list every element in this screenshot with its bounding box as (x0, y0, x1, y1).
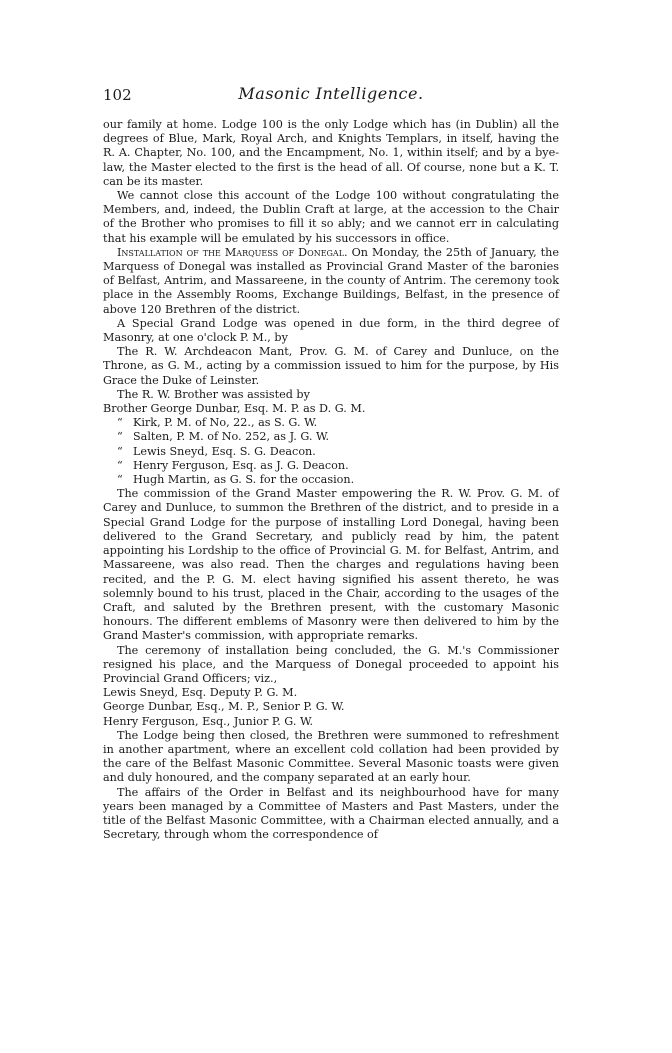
paragraph-text: On Monday, the 25th of January, the Marquess of Donegal was installed as Provincial Grand Master of the baronies of Belfast, Antrim, and Massareene, in the county of Antrim. The ceremony took place in the Assembly Rooms, Exchange Buildings, Belfast, in the presence of above 120 Brethren of the district. (103, 245, 559, 316)
ditto-mark: “ (117, 416, 123, 430)
list-item: “ Hugh Martin, as G. S. for the occasion. (103, 473, 559, 487)
paragraph: The ceremony of installation being concluded, the G. M.'s Commissioner resigned his place, and the Marquess of Donegal proceeded to appoint his Provincial Grand Officers; viz., (103, 643, 559, 685)
paragraph: We cannot close this account of the Lodge 100 without congratulating the Members, and, indeed, the Dublin Craft at large, at the accession to the Chair of the Brother who promises to fill it so ably; and we cannot err in calculating that his example will be emulated by his successors in office. (103, 189, 559, 245)
paragraph: our family at home. Lodge 100 is the only Lodge which has (in Dublin) all the degrees of Blue, Mark, Royal Arch, and Knights Templars, in itself, having the R. A. Chapter, No. 100, and the Encampment, No. 1, within itself; and by a bye-law, the Master elected to the first is the head of all. Of course, none but a K. T. can be its master. (103, 118, 559, 188)
ditto-mark: “ (117, 444, 123, 458)
officers-list (103, 686, 559, 729)
list-item: George Dunbar, Esq., M. P., Senior P. G. W. (103, 700, 345, 714)
book-page (103, 78, 559, 842)
list-item: “ Kirk, P. M. of No, 22., as S. G. W. (103, 416, 559, 430)
running-title: Masonic Intelligence. (238, 84, 424, 103)
page-number: 102 (103, 86, 132, 104)
article-body (103, 118, 559, 842)
list-item: Henry Ferguson, Esq., Junior P. G. W. (103, 714, 314, 728)
paragraph: The R. W. Archdeacon Mant, Prov. G. M. of Carey and Dunluce, on the Throne, as G. M., acting by a commission issued to him for the purpose, by His Grace the Duke of Leinster. (103, 345, 559, 387)
section-heading: Installation of the Marquess of Donegal. (117, 245, 348, 259)
paragraph: A Special Grand Lodge was opened in due form, in the third degree of Masonry, at one o'clock P. M., by (103, 316, 559, 345)
paragraph: The commission of the Grand Master empowering the R. W. Prov. G. M. of Carey and Dunluce, to summon the Brethren of the district, and to preside in a Special Grand Lodge for the purpose of installing Lord Donegal, having been delivered to the Grand Secretary, and publicly read by him, the patent appointing his Lordship to the office of Provincial G. M. for Belfast, Antrim, and Massareene, was also read. Then the charges and regulations having been recited, and the P. G. M. elect having signified his assent thereto, he was solemnly bound to his trust, placed in the Chair, according to the usages of the Craft, and saluted by the Brethren present, with the customary Masonic honours. The different emblems of Masonry were then delivered to him by the Grand Master's commission, with appropriate remarks. (103, 487, 559, 643)
list-item: Lewis Sneyd, Esq. Deputy P. G. M. (103, 686, 298, 700)
paragraph (103, 246, 559, 317)
ditto-mark: “ (117, 458, 123, 472)
list-item: “ Henry Ferguson, Esq. as J. G. Deacon. (103, 459, 559, 473)
paragraph: The Lodge being then closed, the Brethren were summoned to refreshment in another apartment, where an excellent cold collation had been provided by the care of the Belfast Masonic Committee. Several Masonic toasts were given and duly honoured, and the company separated at an early hour. (103, 728, 559, 785)
page-header (103, 78, 559, 118)
list-item: “ Lewis Sneyd, Esq. S. G. Deacon. (103, 445, 559, 459)
ditto-mark: “ (117, 430, 123, 444)
list-item: Brother George Dunbar, Esq. M. P. as D. G. M. (103, 402, 366, 416)
paragraph: The R. W. Brother was assisted by (117, 387, 310, 401)
assistants-list (103, 402, 559, 487)
paragraph: The affairs of the Order in Belfast and its neighbourhood have for many years been managed by a Committee of Masters and Past Masters, under the title of the Belfast Masonic Committee, with a Chairman elected annually, and a Secretary, through whom the correspondence of (103, 785, 559, 842)
ditto-mark: “ (117, 473, 123, 487)
list-item: “ Salten, P. M. of No. 252, as J. G. W. (103, 430, 559, 444)
